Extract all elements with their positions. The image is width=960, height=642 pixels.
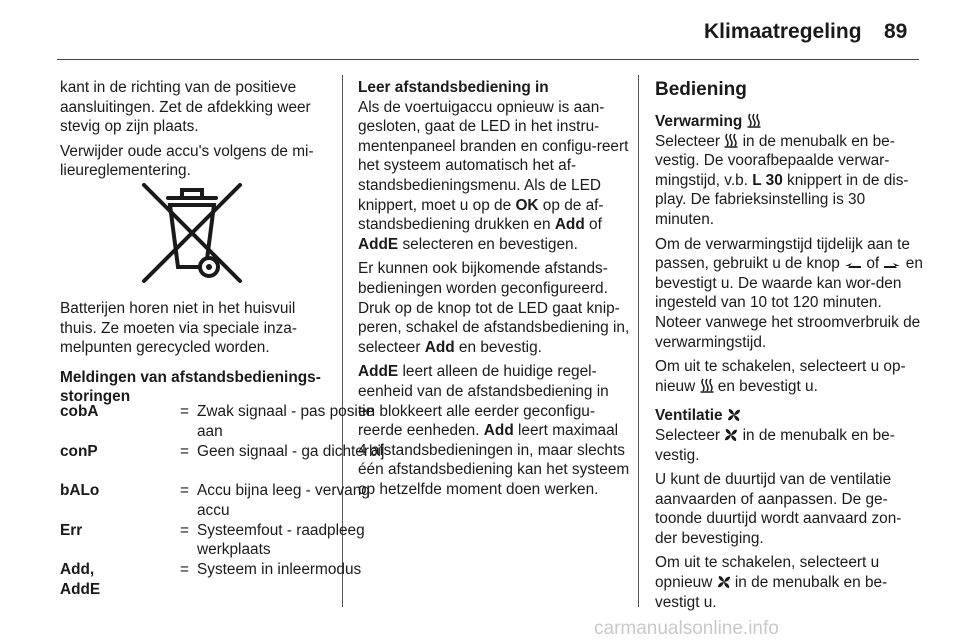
text-run: en bevestig.	[454, 338, 542, 356]
message-code: Add, AddE	[60, 561, 101, 598]
l30-label: L 30	[752, 171, 783, 189]
column-1	[60, 78, 332, 186]
message-description: Geen signaal - ga dichterbij	[197, 442, 385, 460]
ventilation-heading	[655, 406, 923, 426]
paragraph	[655, 357, 923, 396]
left-arrow-button-icon	[844, 260, 862, 270]
watermark: carmanualsonline.info	[594, 618, 779, 639]
text-run: selecteren en bevestigen.	[398, 235, 578, 253]
table-row	[60, 442, 385, 482]
ok-label: OK	[515, 196, 539, 214]
text-run: Selecteer	[655, 132, 725, 150]
equals-sign: =	[180, 403, 189, 420]
message-description: Accu bijna leeg - vervang accu	[197, 482, 370, 519]
heating-icon	[724, 133, 738, 148]
paragraph	[655, 235, 923, 353]
text-run: in de menubalk en be-vestig. De voorafbepaalde verwar-mingstijd, v.b.	[655, 132, 895, 189]
table-row	[60, 560, 362, 600]
paragraph	[358, 259, 630, 357]
paragraph: kant in de richting van de positieve aansluitingen. Zet de afdekking weer stevig op zijn plaats.	[60, 79, 311, 136]
table-row	[60, 521, 365, 561]
text-run: of	[584, 216, 602, 234]
text-run: Selecteer	[655, 426, 725, 444]
heating-heading	[655, 112, 923, 132]
equals-sign: =	[180, 561, 189, 578]
paragraph: Verwijder oude accu's volgens de mi-lieureglementering.	[60, 142, 314, 180]
heating-heading-text: Verwarming	[655, 113, 743, 130]
right-arrow-button-icon	[883, 260, 901, 270]
text-run: op de af-standsbediening drukken en	[358, 196, 604, 234]
text-run: in de menubalk en be-vestig.	[655, 426, 895, 464]
message-code: Err	[60, 521, 83, 539]
page-title: Klimaatregeling	[704, 20, 862, 43]
adde-label: AddE	[358, 235, 399, 253]
text-run: Als de voertuigaccu opnieuw is aan-gesloten, gaat de LED in het instru-mentenpaneel branden en configu-reert het systeem automatisch het af-standsbedieningsmenu. Als de LED knippert, moet u op de	[358, 98, 629, 214]
add-label: Add	[554, 216, 585, 234]
text-run: en bevestigt u.	[713, 377, 818, 395]
header-divider	[57, 59, 919, 60]
section-heading: Leer afstandsbediening in	[358, 79, 549, 96]
text-run: leert alleen de huidige regel-eenheid van de afstandsbediening in en blokkeert alle eerder geconfigu-reerde eenheden.	[358, 363, 609, 440]
column-3	[655, 78, 923, 617]
message-description: Zwak signaal - pas positie aan	[197, 403, 375, 440]
heating-icon	[747, 113, 761, 128]
text-run: Om uit te schakelen, selecteert u opnieuw	[655, 554, 880, 592]
message-description: Systeem in inleermodus	[197, 561, 362, 578]
column-2	[358, 78, 630, 504]
paragraph	[655, 132, 923, 230]
page-number: 89	[884, 20, 908, 43]
messages-table	[60, 402, 385, 600]
message-code: conP	[60, 442, 98, 460]
fan-icon	[727, 408, 741, 422]
paragraph	[655, 426, 923, 465]
message-code: cobA	[60, 403, 99, 420]
equals-sign: =	[180, 442, 189, 460]
adde-label: AddE	[358, 363, 399, 381]
text-run: Er kunnen ook bijkomende afstands-bedieningen worden geconfigureerd. Druk op de knop tot de LED gaat knip-peren, schakel de afstandsbediening in, selecteer	[358, 260, 630, 356]
column-1-lower	[60, 299, 332, 412]
text-run: in de menubalk en be-vestigt u.	[655, 574, 888, 611]
text-run: Om de verwarmingstijd tijdelijk aan te passen, gebruikt u de knop	[655, 235, 910, 273]
add-label: Add	[424, 338, 455, 356]
ventilation-heading-text: Ventilatie	[655, 407, 723, 425]
paragraph	[358, 98, 630, 255]
text-run: knippert in de dis-play. De fabrieksinstelling is 30 minuten.	[655, 171, 909, 228]
table-row	[60, 481, 370, 521]
fan-icon	[717, 575, 731, 589]
message-description: Systeemfout - raadpleeg werkplaats	[197, 521, 365, 559]
text-run: en bevestigt u. De waarde kan wor-den ingesteld van 10 tot 120 minuten. Noteer vanwege het stroomverbruik de verwarmingstijd.	[655, 255, 923, 351]
text-run: leert maximaal 4 afstandsbedieningen in, maar slechts één afstandsbediening kan het systeem op hetzelfde moment doen werken.	[358, 422, 630, 498]
message-code: bALo	[60, 482, 100, 499]
heating-icon	[700, 378, 714, 393]
fan-icon	[724, 428, 738, 442]
equals-sign: =	[180, 482, 189, 499]
section-title: Bediening	[655, 79, 747, 100]
text-run: of	[862, 255, 884, 273]
table-row	[60, 402, 375, 442]
crossed-out-bin-icon	[140, 181, 244, 285]
column-divider-2	[638, 75, 639, 607]
paragraph	[655, 553, 923, 612]
paragraph: U kunt de duurtijd van de ventilatie aanvaarden of aanpassen. De ge-toonde duurtijd wordt aanvaard zon-der bevestiging.	[655, 471, 902, 547]
paragraph: Batterijen horen niet in het huisvuil thuis. Ze moeten via speciale inza-melpunten gerecycled worden.	[60, 300, 297, 357]
add-label: Add	[483, 422, 514, 440]
paragraph	[358, 362, 630, 499]
equals-sign: =	[180, 521, 189, 539]
text-run: Om uit te schakelen, selecteert u op-nieuw	[655, 358, 906, 395]
messages-heading: Meldingen van afstandsbedienings-storingen	[60, 368, 321, 406]
